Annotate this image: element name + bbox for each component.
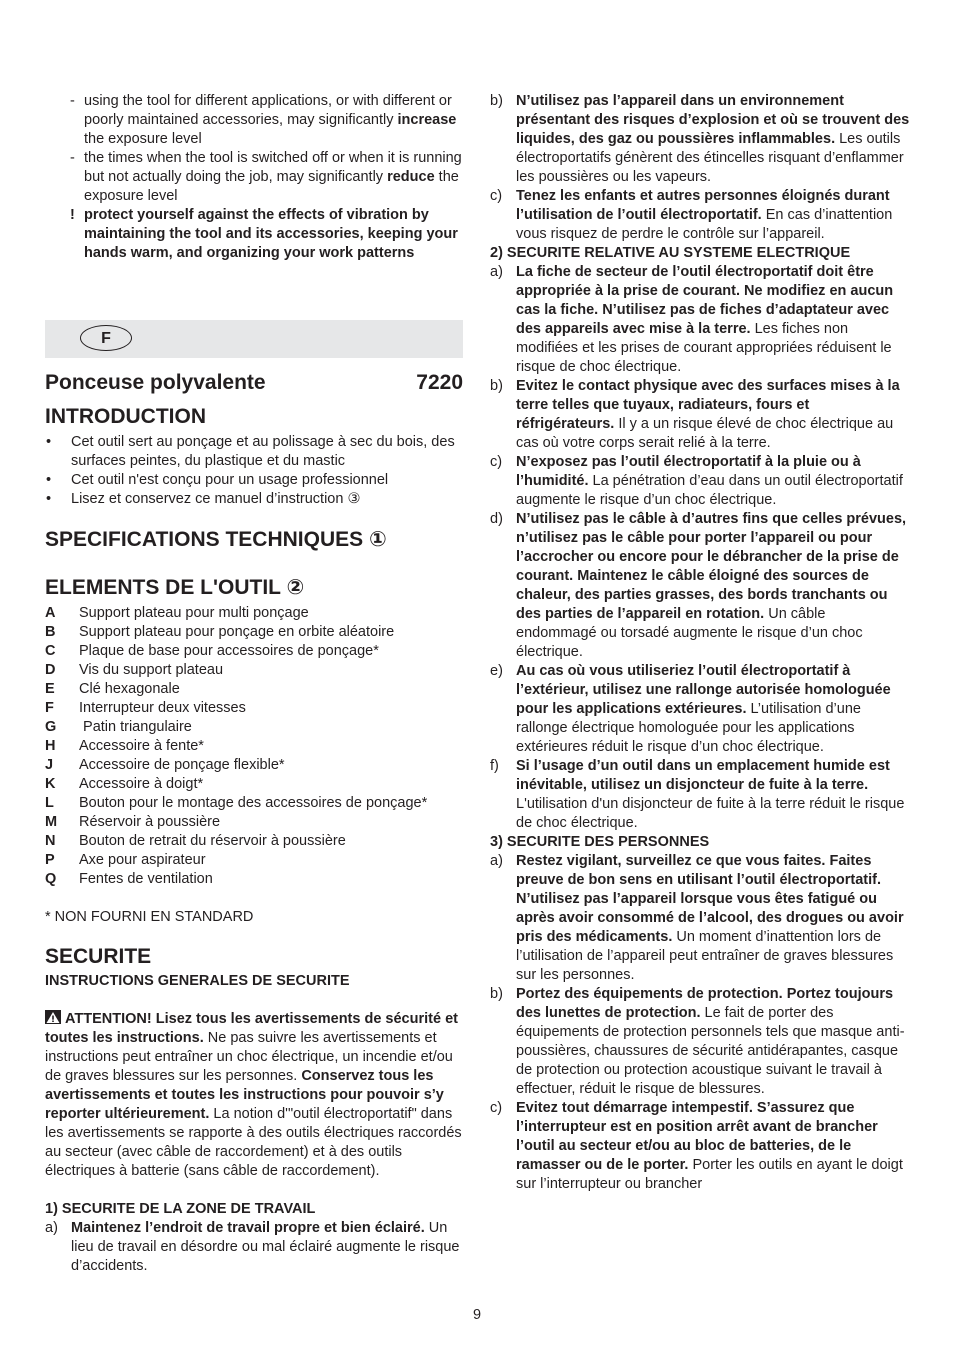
- securite-heading: SECURITE: [45, 945, 152, 968]
- item-text: La pénétration d’eau dans un outil électroportatif augmente le risque d’un choc électrique.: [516, 473, 903, 508]
- component-text: Support plateau pour multi ponçage: [79, 605, 309, 621]
- list-item: [490, 377, 910, 453]
- item-text: using the tool for different applications, or with different or poorly maintained accessories, may significantly: [84, 93, 452, 128]
- list-item: [490, 985, 910, 1099]
- component-key: Q: [45, 871, 57, 887]
- item-bold: protect yourself against the effects of vibration by maintaining the tool and its accessories, keeping your hands warm, and organizing your work patterns: [84, 207, 458, 261]
- list-marker: b): [490, 986, 503, 1002]
- item-bold: N’utilisez pas le câble à d’autres fins que celles prévues, n’utilisez pas le câble pour porter l’appareil ou pour l’accrocher ou encore pour le débrancher de la prise de courant. Maintenez le câble éloigné des sources de chaleur, des parties grasses, des bords tranchants ou des parties de l’appareil en rotation.: [516, 511, 907, 622]
- component-text: Plaque de base pour accessoires de ponçage*: [79, 643, 379, 659]
- persons-heading: 3) SECURITE DES PERSONNES: [490, 834, 710, 850]
- item-text: Un lieu de travail en désordre ou mal éclairé augmente le risque d’accidents.: [71, 1220, 460, 1274]
- list-marker: d): [490, 511, 503, 527]
- item-bold: Restez vigilant, surveillez ce que vous faites. Faites preuve de bon sens en utilisant l’outil électroportatif. N’utilisez pas l’appareil lorsque vous êtes fatigué ou après avoir consommé de l’alcool, des drogues ou avoir pris des médicaments.: [516, 853, 904, 945]
- item-bold: Si l’usage d’un outil dans un emplacement humide est inévitable, utilisez un disjoncteur de fuite à la terre.: [516, 758, 890, 793]
- component-text: Accessoire à doigt*: [79, 776, 204, 792]
- item-text: Un câble endommagé ou torsadé augmente le risque d’un choc électrique.: [516, 606, 863, 660]
- item-bold: Evitez le contact physique avec des surfaces mises à la terre telles que tuyaux, radiateurs, fours et réfrigérateurs.: [516, 378, 900, 432]
- list-marker: a): [45, 1220, 58, 1236]
- exclamation-marker: !: [70, 207, 75, 223]
- product-title: [45, 370, 465, 396]
- item-text: Il y a un risque élevé de choc électrique au cas où votre corps serait relié à la terre.: [516, 416, 894, 451]
- specs-heading: SPECIFICATIONS TECHNIQUES ①: [45, 528, 387, 551]
- component-key: E: [45, 681, 55, 697]
- component-item: [45, 813, 465, 832]
- component-key: C: [45, 643, 56, 659]
- component-text: Accessoire de ponçage flexible*: [79, 757, 285, 773]
- component-text: Interrupteur deux vitesses: [79, 700, 246, 716]
- item-bold: Maintenez l’endroit de travail propre et bien éclairé.: [71, 1220, 425, 1236]
- list-marker: a): [490, 853, 503, 869]
- list-item: [490, 92, 910, 187]
- product-name: Ponceuse polyvalente: [45, 371, 266, 394]
- bullet-icon: •: [46, 491, 52, 507]
- item-bold: N’utilisez pas l’appareil dans un environnement présentant des risques d’explosion et où se trouvent des liquides, des gaz ou poussières inflammables.: [516, 93, 910, 147]
- component-text: Axe pour aspirateur: [79, 852, 206, 868]
- bullet-icon: •: [46, 472, 52, 488]
- left-column-main: [45, 370, 465, 1276]
- item-text: L'utilisation d'un disjoncteur de fuite à la terre réduit le risque de choc électrique.: [516, 796, 905, 831]
- item-text: Cet outil n'est conçu pour un usage professionnel: [71, 472, 389, 488]
- list-item: [45, 490, 465, 509]
- list-item: [490, 662, 910, 757]
- list-item: [490, 852, 910, 985]
- bullet-icon: •: [46, 434, 52, 450]
- component-item: [45, 870, 465, 889]
- list-marker: c): [490, 188, 503, 204]
- left-column: [45, 92, 465, 263]
- item-text: the exposure level: [84, 131, 202, 147]
- component-key: F: [45, 700, 54, 716]
- item-bold: increase: [397, 112, 457, 128]
- component-key: H: [45, 738, 56, 754]
- item-text: Porter les outils en ayant le doigt sur l’interrupteur ou brancher: [516, 1157, 903, 1192]
- item-text: Les outils électroportatifs génèrent des étincelles risquant d’enflammer les poussières ou les vapeurs.: [516, 131, 904, 185]
- component-item: [45, 794, 465, 813]
- list-marker: -: [70, 150, 75, 166]
- item-text: Un moment d’inattention lors de l’utilisation de l’appareil peut entraîner de graves blessures sur les personnes.: [516, 929, 894, 983]
- item-text: the times when the tool is switched off or when it is running but not actually doing the job, may significantly: [84, 150, 462, 185]
- list-marker: c): [490, 454, 503, 470]
- component-text: Vis du support plateau: [79, 662, 224, 678]
- item-bold: Tenez les enfants et autres personnes éloignés durant l’utilisation de l’outil électroportatif.: [516, 188, 890, 223]
- component-key: M: [45, 814, 58, 830]
- item-bold: La fiche de secteur de l’outil électroportatif doit être appropriée à la prise de courant. Ne modifiez en aucun cas la fiche. N’utilisez pas de fiches d’adaptateur avec des appareils avec mise à la terre.: [516, 264, 894, 337]
- attention-text: Ne pas suivre les avertissements et instructions peut entraîner un choc électrique, un incendie et/ou de graves blessures sur les personnes.: [45, 1030, 453, 1084]
- language-badge: F: [80, 325, 132, 351]
- attention-bold-2: Conservez tous les avertissements et toutes les instructions pour pouvoir s’y reporter ultérieurement.: [45, 1068, 444, 1122]
- component-key: G: [45, 719, 57, 735]
- component-text: Support plateau pour ponçage en orbite aléatoire: [79, 624, 395, 640]
- list-item: [45, 92, 465, 149]
- component-text: Réservoir à poussière: [79, 814, 221, 830]
- component-item: [45, 680, 465, 699]
- list-item: [45, 1219, 465, 1276]
- component-item: [45, 737, 465, 756]
- list-marker: c): [490, 1100, 503, 1116]
- page-number: 9: [472, 1307, 482, 1323]
- item-text: Cet outil sert au ponçage et au polissage à sec du bois, des surfaces peintes, du plastique et du mastic: [71, 434, 455, 469]
- component-key: D: [45, 662, 56, 678]
- component-text: Accessoire à fente*: [79, 738, 204, 754]
- list-marker: a): [490, 264, 503, 280]
- component-text: Fentes de ventilation: [79, 871, 213, 887]
- introduction-list: [45, 433, 465, 509]
- component-text: Bouton pour le montage des accessoires de ponçage*: [79, 795, 428, 811]
- list-item: [490, 453, 910, 510]
- warning-item: [45, 206, 465, 263]
- list-item: [490, 263, 910, 377]
- attention-text-2: La notion d'"outil électroportatif" dans les avertissements se rapporte à des outils électriques raccordés au secteur (avec câble de raccordement) et à des outils électriques à batterie (sans câble de raccordement).: [45, 1106, 462, 1179]
- component-key: N: [45, 833, 56, 849]
- item-bold: Au cas où vous utiliseriez l’outil électroportatif à l’extérieur, utilisez une rallonge autorisée homologuée pour les applications extérieures.: [516, 663, 891, 717]
- component-item: [45, 604, 465, 623]
- component-text: Clé hexagonale: [79, 681, 180, 697]
- item-text: Les fiches non modifiées et les prises de courant appropriées réduisent le risque de choc électrique.: [516, 321, 892, 375]
- list-item: [490, 757, 910, 833]
- component-item: [45, 851, 465, 870]
- right-column: [490, 92, 910, 1194]
- item-bold: Portez des équipements de protection. Portez toujours des lunettes de protection.: [516, 986, 894, 1021]
- list-item: [490, 1099, 910, 1194]
- item-bold: N’exposez pas l’outil électroportatif à la pluie ou à l’humidité.: [516, 454, 861, 489]
- list-item: [45, 471, 465, 490]
- elements-heading: ELEMENTS DE L'OUTIL ②: [45, 576, 305, 599]
- list-item: [490, 187, 910, 244]
- item-bold: reduce: [387, 169, 435, 185]
- electric-heading: 2) SECURITE RELATIVE AU SYSTEME ELECTRIQUE: [490, 245, 851, 261]
- item-text: the exposure level: [84, 169, 459, 204]
- component-key: B: [45, 624, 56, 640]
- component-key: J: [45, 757, 54, 773]
- item-bold: Evitez tout démarrage intempestif. S’assurez que l’interrupteur est en position arrêt avant de brancher l’outil au secteur et/ou au bloc de batteries, de le ramasser ou de le porter.: [516, 1100, 878, 1173]
- list-marker: -: [70, 93, 75, 109]
- component-text: Bouton de retrait du réservoir à poussière: [79, 833, 346, 849]
- component-item: [45, 642, 465, 661]
- language-bar: [45, 320, 463, 358]
- component-item: [45, 756, 465, 775]
- component-key: P: [45, 852, 55, 868]
- attention-paragraph: [45, 1010, 465, 1181]
- list-item: [45, 149, 465, 206]
- component-item: [45, 832, 465, 851]
- item-text: Lisez et conservez ce manuel d’instruction ③: [71, 491, 361, 507]
- securite-subheading: INSTRUCTIONS GENERALES DE SECURITE: [45, 973, 350, 989]
- list-marker: b): [490, 378, 503, 394]
- footnote: * NON FOURNI EN STANDARD: [45, 909, 254, 925]
- list-marker: f): [490, 758, 499, 774]
- list-item: [45, 433, 465, 471]
- component-key: K: [45, 776, 56, 792]
- component-key: A: [45, 605, 56, 621]
- introduction-heading: INTRODUCTION: [45, 405, 206, 428]
- attention-bold: ATTENTION! Lisez tous les avertissements de sécurité et toutes les instructions.: [45, 1011, 458, 1046]
- list-item: [490, 510, 910, 662]
- warning-icon: [45, 1010, 61, 1024]
- list-marker: e): [490, 663, 503, 679]
- component-text: Patin triangulaire: [79, 719, 192, 735]
- component-key: L: [45, 795, 54, 811]
- component-item: [45, 623, 465, 642]
- component-item: [45, 718, 465, 737]
- product-number: 7220: [416, 371, 463, 394]
- item-text: Le fait de porter des équipements de protection personnels tels que masque anti-poussières, chaussures de sécurité antidérapantes, casque de protection ou protection acoustique suivant le travail à effectuer, réduit le risque de blessures.: [516, 1005, 905, 1097]
- item-text: L’utilisation d’une rallonge électrique homologuée pour les applications extérieures réduit le risque d’un choc électrique.: [516, 701, 861, 755]
- component-item: [45, 661, 465, 680]
- item-text: En cas d’inattention vous risquez de perdre le contrôle sur l’appareil.: [516, 207, 893, 242]
- list-marker: b): [490, 93, 503, 109]
- component-item: [45, 775, 465, 794]
- zone-heading: 1) SECURITE DE LA ZONE DE TRAVAIL: [45, 1201, 316, 1217]
- elements-list: [45, 604, 465, 889]
- component-item: [45, 699, 465, 718]
